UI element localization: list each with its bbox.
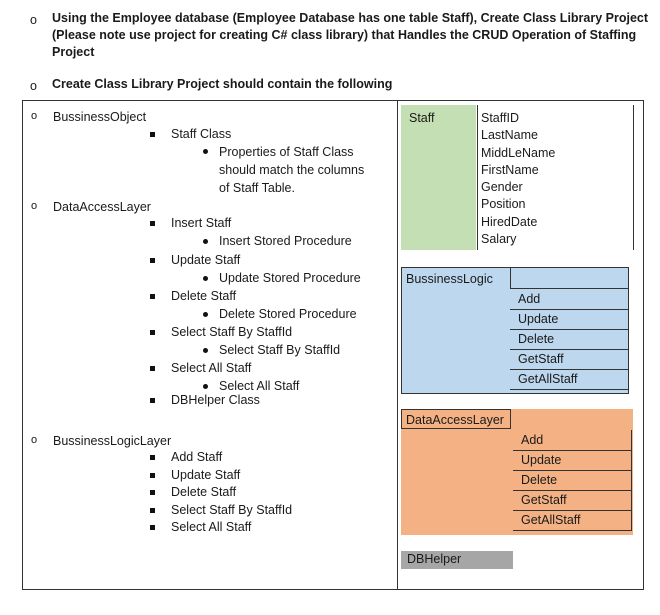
square-bullet-icon: [150, 221, 155, 226]
staff-column: Gender: [481, 180, 523, 195]
bl-label: BussinessLogic: [406, 272, 493, 286]
staff-column: Position: [481, 197, 526, 212]
square-bullet-icon: [150, 132, 155, 137]
da-method: GetStaff: [513, 490, 632, 511]
staff-column: StaffID: [481, 111, 519, 125]
bll-item-2: Update Staff: [171, 468, 241, 482]
business-logic-diagram: [401, 267, 629, 394]
column-divider: [397, 101, 398, 589]
square-bullet-icon: [150, 330, 155, 335]
layout-table: [22, 100, 644, 590]
square-bullet-icon: [150, 490, 155, 495]
square-bullet-icon: [150, 258, 155, 263]
bll-item-3: Delete Staff: [171, 485, 237, 499]
dot-bullet-icon: [203, 384, 208, 389]
bo-title: BussinessObject: [53, 110, 147, 124]
dal-sub-4: Select Staff By StaffId: [219, 343, 341, 357]
dot-bullet-icon: [203, 312, 208, 317]
da-label-cell: [401, 409, 511, 429]
dbhelper-label: DBHelper: [407, 552, 462, 566]
square-bullet-icon: [150, 473, 155, 478]
da-method: Delete: [513, 470, 632, 491]
dal-item-2: Update Staff: [171, 253, 241, 267]
da-method: Update: [513, 450, 632, 471]
bl-method: Add: [510, 289, 628, 310]
dal-item-5: Select All Staff: [171, 361, 252, 375]
bo-sub-3: of Staff Table.: [219, 181, 295, 195]
circle-bullet-icon: o: [31, 434, 38, 446]
staff-column: HiredDate: [481, 214, 538, 229]
dal-item-1: Insert Staff: [171, 216, 232, 230]
bl-method: GetStaff: [510, 349, 628, 370]
staff-column: MiddLeName: [481, 145, 556, 160]
square-bullet-icon: [150, 455, 155, 460]
dbhelper-diagram: [401, 551, 513, 569]
intro-paragraph-1: Using the Employee database (Employee Database has one table Staff), Create Class Library Project (Please note use project for creating C# class library) that Handles the CRUD Operation of Staffing Project: [52, 11, 649, 59]
staff-columns: [481, 110, 636, 248]
bl-header-cell: [510, 268, 628, 289]
bo-sub-2: should match the columns: [219, 163, 365, 177]
data-access-diagram: [401, 409, 633, 535]
dot-bullet-icon: [203, 149, 208, 154]
bl-label-cell: [402, 268, 511, 288]
square-bullet-icon: [150, 525, 155, 530]
staff-column: Salary: [481, 232, 517, 247]
bll-item-1: Add Staff: [171, 450, 223, 464]
square-bullet-icon: [150, 508, 155, 513]
dot-bullet-icon: [203, 276, 208, 281]
dot-bullet-icon: [203, 348, 208, 353]
da-label: DataAccessLayer: [406, 413, 504, 427]
bll-title: BussinessLogicLayer: [53, 434, 172, 448]
circle-bullet-icon: o: [31, 200, 38, 212]
circle-bullet-icon: o: [31, 110, 38, 122]
staff-label-cell: [401, 105, 476, 250]
bo-item: Staff Class: [171, 127, 232, 141]
bl-method: Update: [510, 309, 628, 330]
dal-item-4: Select Staff By StaffId: [171, 325, 293, 339]
bll-item-4: Select Staff By StaffId: [171, 503, 293, 517]
intro-paragraph-2: Create Class Library Project should contain the following: [52, 77, 393, 91]
bll-item-5: Select All Staff: [171, 520, 252, 534]
square-bullet-icon: [150, 398, 155, 403]
dal-item-3: Delete Staff: [171, 289, 237, 303]
bo-sub-1: Properties of Staff Class: [219, 145, 354, 159]
square-bullet-icon: [150, 366, 155, 371]
square-bullet-icon: [150, 294, 155, 299]
da-method: GetAllStaff: [513, 510, 632, 531]
dal-title: DataAccessLayer: [53, 200, 151, 214]
bl-method: GetAllStaff: [510, 369, 628, 390]
dot-bullet-icon: [203, 239, 208, 244]
dal-sub-2: Update Stored Procedure: [219, 271, 361, 285]
dal-item-6: DBHelper Class: [171, 393, 260, 407]
staff-label: Staff: [409, 111, 435, 125]
dal-sub-5: Select All Staff: [219, 379, 300, 393]
circle-bullet-icon: o: [30, 79, 37, 93]
dal-sub-1: Insert Stored Procedure: [219, 234, 352, 248]
bl-method: Delete: [510, 329, 628, 350]
dal-sub-3: Delete Stored Procedure: [219, 307, 357, 321]
staff-column: FirstName: [481, 162, 539, 177]
circle-bullet-icon: o: [30, 13, 37, 27]
da-method: Add: [513, 430, 632, 451]
staff-column: LastName: [481, 128, 538, 143]
